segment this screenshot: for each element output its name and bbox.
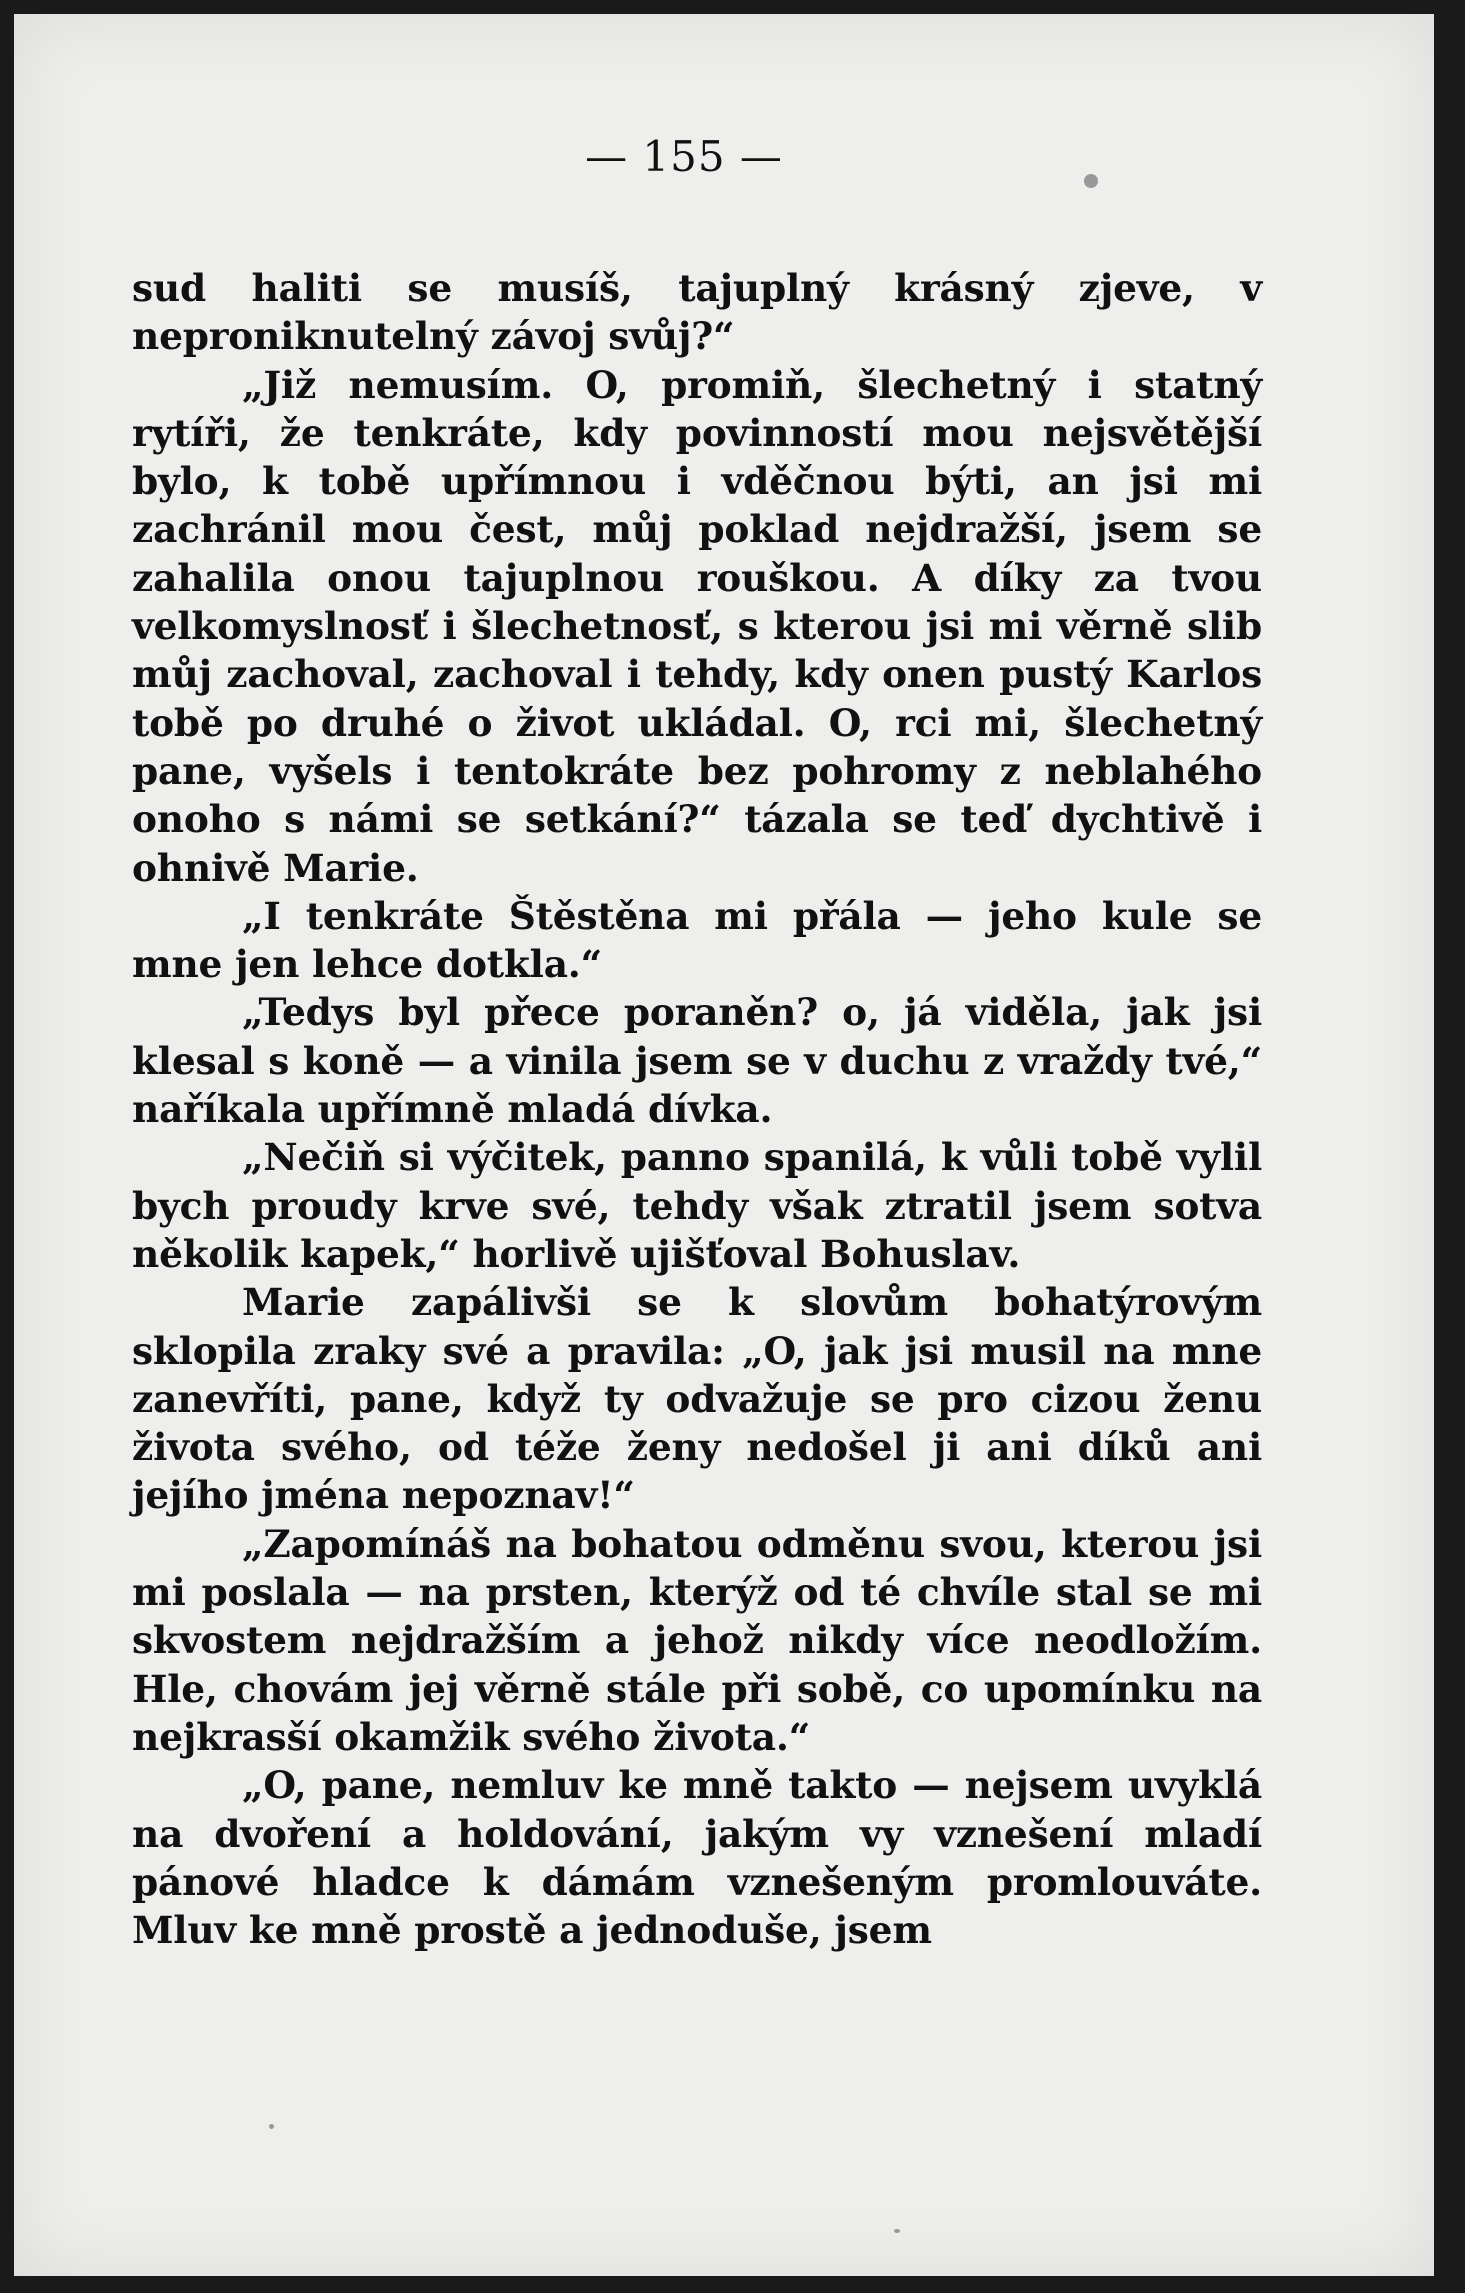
- paragraph: sud haliti se musíš, tajuplný krásný zjeve, v neproniknutelný závoj svůj?“: [132, 266, 1262, 359]
- ink-speck: [269, 2124, 274, 2129]
- paragraph: „Tedys byl přece poraněn? o, já viděla, jak jsi klesal s koně — a vinila jsem se v duchu z vraždy tvé,“ naříkala upřímně mladá dívka.: [132, 990, 1262, 1132]
- ink-speck: [894, 2229, 900, 2233]
- paragraph: „Již nemusím. O, promiň, šlechetný i statný rytíři, že tenkráte, kdy povinností mou nejsvětější bylo, k tobě upřímnou i vděčnou býti, an jsi mi zachránil mou čest, můj poklad nejdražší, jsem se zahalila onou tajuplnou rouškou. A díky za tvou velkomyslnosť i šlechetnosť, s kterou jsi mi věrně slib můj zachoval, zachoval i tehdy, kdy onen pustý Karlos tobě po druhé o život ukládal. O, rci mi, šlechetný pane, vyšels i tentokráte bez pohromy z neblahého onoho s námi se setkání?“ tázala se teď dychtivě i ohnivě Marie.: [132, 362, 1262, 890]
- paragraph: „I tenkráte Štěstěna mi přála — jeho kule se mne jen lehce dotkla.“: [132, 893, 1262, 987]
- paragraph: „Zapomínáš na bohatou odměnu svou, kterou jsi mi poslala — na prsten, kterýž od té chvíle stal se mi skvostem nejdražším a jehož nikdy více neodložím. Hle, chovám jej věrně stále při sobě, co upomínku na nejkrasší okamžik svého života.“: [132, 1521, 1262, 1759]
- ink-speck: [1084, 174, 1098, 188]
- book-page: [14, 14, 1434, 2276]
- body-text: [132, 264, 1262, 1954]
- paragraph: „O, pane, nemluv ke mně takto — nejsem uvyklá na dvoření a holdování, jakým vy vznešení mladí pánové hladce k dámám vznešeným promlouváte. Mluv ke mně prostě a jednoduše, jsem: [132, 1763, 1262, 1953]
- paragraph: „Nečiň si výčitek, panno spanilá, k vůli tobě vylil bych proudy krve své, tehdy však ztratil jsem sotva několik kapek,“ horlivě ujišťoval Bohuslav.: [132, 1135, 1262, 1276]
- page-number: — 155 —: [585, 132, 783, 181]
- paragraph: Marie zapálivši se k slovům bohatýrovým sklopila zraky své a pravila: „O, jak jsi musil na mne zanevříti, pane, když ty odvažuje se pro cizou ženu života svého, od téže ženy nedošel ji ani díků ani jejího jména nepoznav!“: [132, 1280, 1262, 1518]
